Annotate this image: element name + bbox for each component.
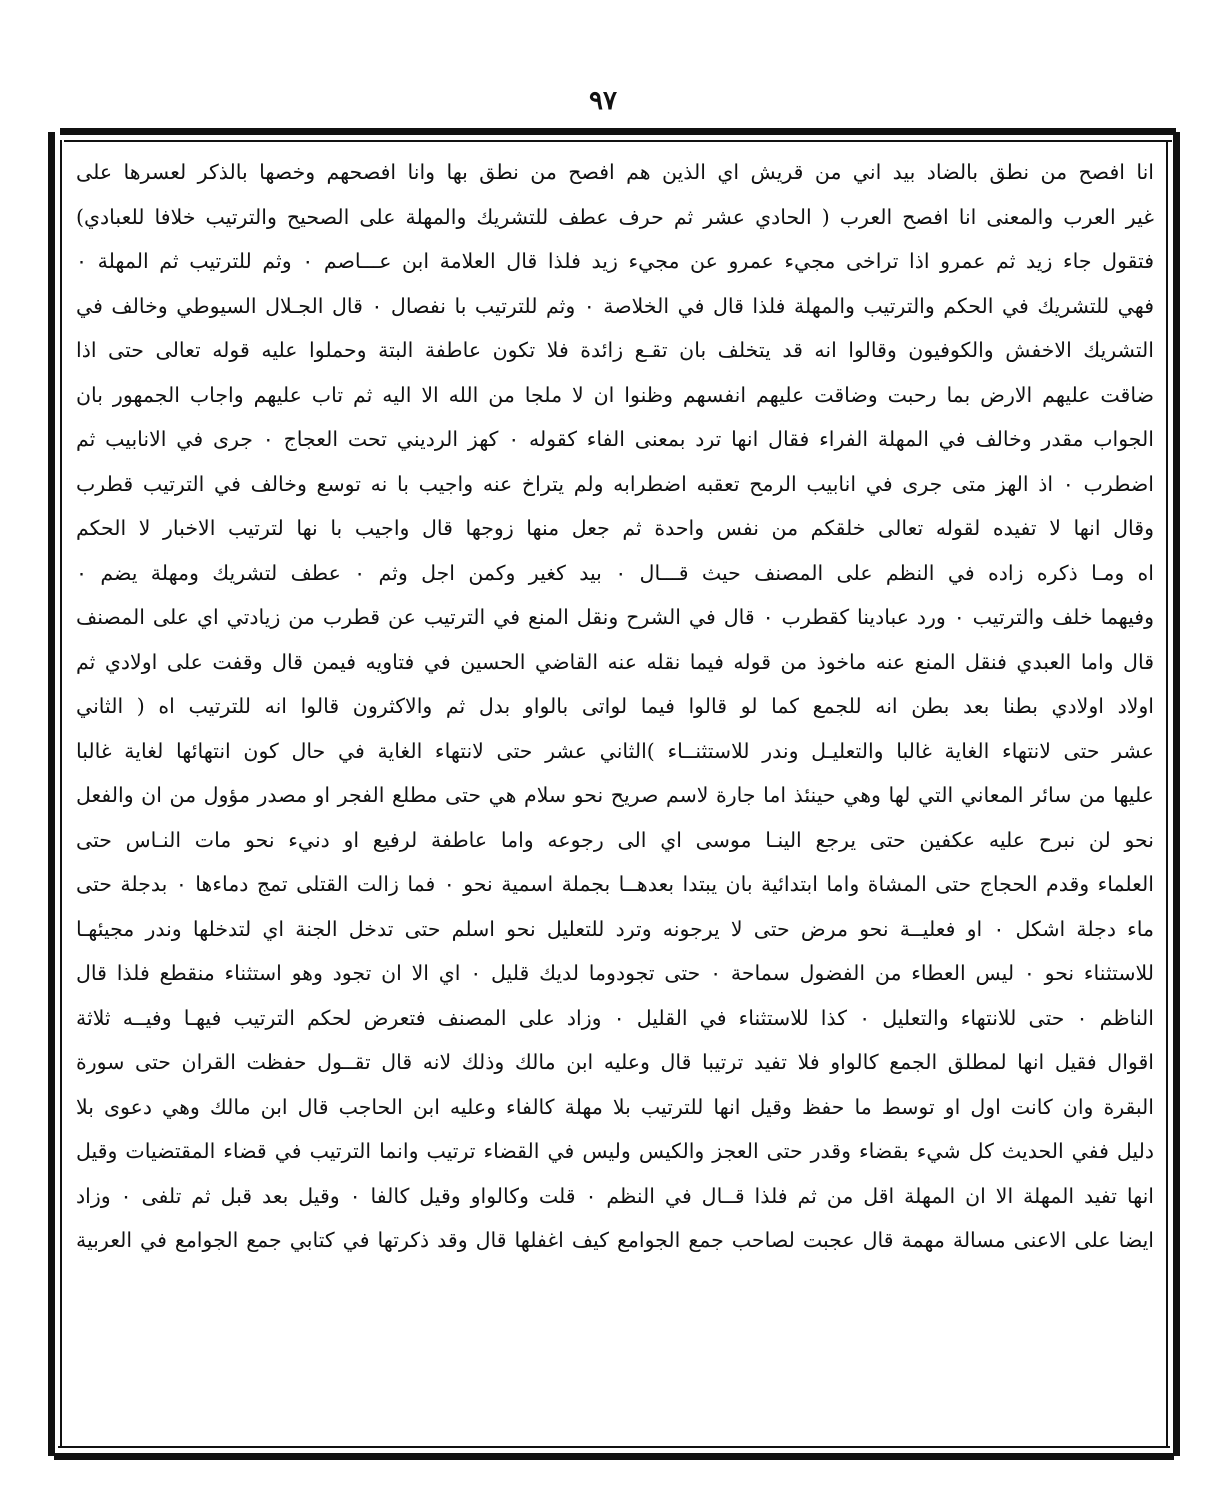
text-line: اضطرب ٠ اذ الهز متى جرى في انابيب الرمح تعقبه اضطرابه ولم يتراخ عنه واجيب با نه توسع وخالف في الترتيب قطرب: [76, 471, 1154, 496]
border-top-thin-rule: [64, 140, 1172, 142]
text-line: عليها من سائر المعاني التي لها وهي حينئذ اما جارة لاسم صريح نحو سلام هي حتى مطلع الفجر او مصدر مؤول من ان والفعل: [76, 783, 1154, 807]
text-line: التشريك الاخفش والكوفيون وقالوا انه قد يتخلف بان تقـع زائدة فلا تكون عاطفة البتة وحملوا عليه قوله تعالى حتى اذا: [76, 338, 1154, 362]
text-line: عشر حتى لانتهاء الغاية غالبا والتعليـل وندر للاستثنــاء )الثاني عشر حتى لانتهاء الغاية في حال كون انتهائها لغاية غالبا: [76, 738, 1154, 763]
border-left-thick-rule: [48, 132, 55, 1456]
text-line: الناظم ٠ حتى للانتهاء والتعليل ٠ كذا للاستثناء في القليل ٠ وزاد على المصنف فتعرض لحكم الترتيب فيهـا وفيــه ثلاثة: [76, 1005, 1154, 1030]
text-line: اقوال فقيل انها لمطلق الجمع كالواو فلا تفيد ترتيبا قال وعليه ابن مالك وذلك لانه قال تقــول حفظت القران حتى سورة: [76, 1050, 1154, 1074]
text-line: العلماء وقدم الحجاج حتى المشاة واما ابتدائية بان يبتدا بعدهــا بجملة اسمية نحو ٠ فما زالت القتلى تمج دماءها ٠ بدجلة حتى: [76, 872, 1154, 896]
page-number: ٩٧: [589, 86, 617, 116]
text-line: دليل ففي الحديث كل شيء بقضاء وقدر حتى العجز والكيس وليس في القضاء ترتيب وانما الترتيب في قضاء المقتضيات وقيل: [76, 1139, 1154, 1163]
text-line: قال واما العبدي فنقل المنع عنه ماخوذ من قوله فيما نقله عنه القاضي الحسين في فتاويه فيمن قال وقفت على اولادي ثم: [76, 649, 1154, 674]
text-line: اه ومـا ذكره زاده في النظم على المصنف حيث قـــال ٠ بيد كغير وكمن اجل وثم ٠ عطف لتشريك ومهلة يضم ٠: [76, 560, 1154, 585]
text-line: ماء دجلة اشكل ٠ او فعليــة نحو مرض حتى لا يرجونه وترد للتعليل نحو اسلم حتى تدخل الجنة اي لتدخلها وندر مجيئهـا: [76, 916, 1154, 941]
text-line: وقال انها لا تفيده لقوله تعالى خلقكم من نفس واحدة ثم جعل منها زوجها قال واجيب با نها لترتيب الاخبار لا الحكم: [76, 516, 1154, 540]
body-text: [76, 150, 1154, 1263]
text-line: فهي للتشريك في الحكم والترتيب والمهلة فلذا قال في الخلاصة ٠ وثم للترتيب با نفصال ٠ قال الجـلال السيوطي وخالف في: [76, 293, 1154, 318]
border-bottom-thick-rule: [54, 1453, 1174, 1460]
text-line: غير العرب والمعنى انا افصح العرب ( الحادي عشر ثم حرف عطف للتشريك والمهلة على الصحيح والترتيب خلافا للعبادي): [76, 204, 1154, 229]
page-border-frame: [48, 128, 1180, 1460]
text-line: البقرة وان كانت اول او توسط ما حفظ وقيل انها للترتيب بلا مهلة كالفاء وعليه ابن الحاجب قال ابن مالك وهي دعوى بلا: [76, 1094, 1154, 1119]
border-left-thin-rule: [60, 140, 62, 1448]
text-line: اولاد اولادي بطنا بعد بطن انه للجمع كما لو قالوا فيما لواتى بالواو بدل ثم والاكثرون قالوا انه للترتيب اه ( الثاني: [76, 694, 1154, 718]
border-right-thin-rule: [1166, 140, 1168, 1448]
border-top-thick-rule: [60, 128, 1176, 135]
text-line: ايضا على الاعنى مسالة مهمة قال عجبت لصاحب جمع الجوامع كيف اغفلها قال وقد ذكرتها في كتابي جمع الجوامع في العربية: [76, 1228, 1154, 1252]
border-right-thick-rule: [1173, 132, 1180, 1456]
text-line: ضاقت عليهم الارض بما رحبت وضاقت عليهم انفسهم وظنوا ان لا ملجا من الله الا اليه ثم تاب عليهم واجاب الجمهور بان: [76, 382, 1154, 407]
text-line: للاستثناء نحو ٠ ليس العطاء من الفضول سماحة ٠ حتى تجودوما لديك قليل ٠ اي الا ان تجود وهو استثناء منقطع فلذا قال: [76, 961, 1154, 985]
text-line: انها تفيد المهلة الا ان المهلة اقل من ثم فلذا قــال في النظم ٠ قلت وكالواو وقيل كالفا ٠ وقيل بعد قبل ثم تلفى ٠ وزاد: [76, 1183, 1154, 1208]
text-line: فتقول جاء زيد ثم عمرو اذا تراخى مجيء عمرو عن مجيء زيد فلذا قال العلامة ابن عـــاصم ٠ وثم للترتيب ثم المهلة ٠: [76, 249, 1154, 273]
text-line: انا افصح من نطق بالضاد بيد اني من قريش اي الذين هم افصح من نطق بها وانا افصحهم وخصها بالذكر لعسرها على: [76, 160, 1154, 184]
text-line: نحو لن نبرح عليه عكفين حتى يرجع الينـا موسى اي الى رجوعه واما عاطفة لرفيع او دنيء نحو مات النـاس حتى: [76, 827, 1154, 852]
text-line: وفيهما خلف والترتيب ٠ ورد عبادينا كقطرب ٠ قال في الشرح ونقل المنع في الترتيب عن قطرب من زيادتي اي على المصنف: [76, 605, 1154, 629]
border-bottom-thin-rule: [58, 1446, 1170, 1448]
text-line: الجواب مقدر وخالف في المهلة الفراء فقال انها ترد بمعنى الفاء كقوله ٠ كهز الرديني تحت العجاج ٠ جرى في الانابيب ثم: [76, 427, 1154, 451]
